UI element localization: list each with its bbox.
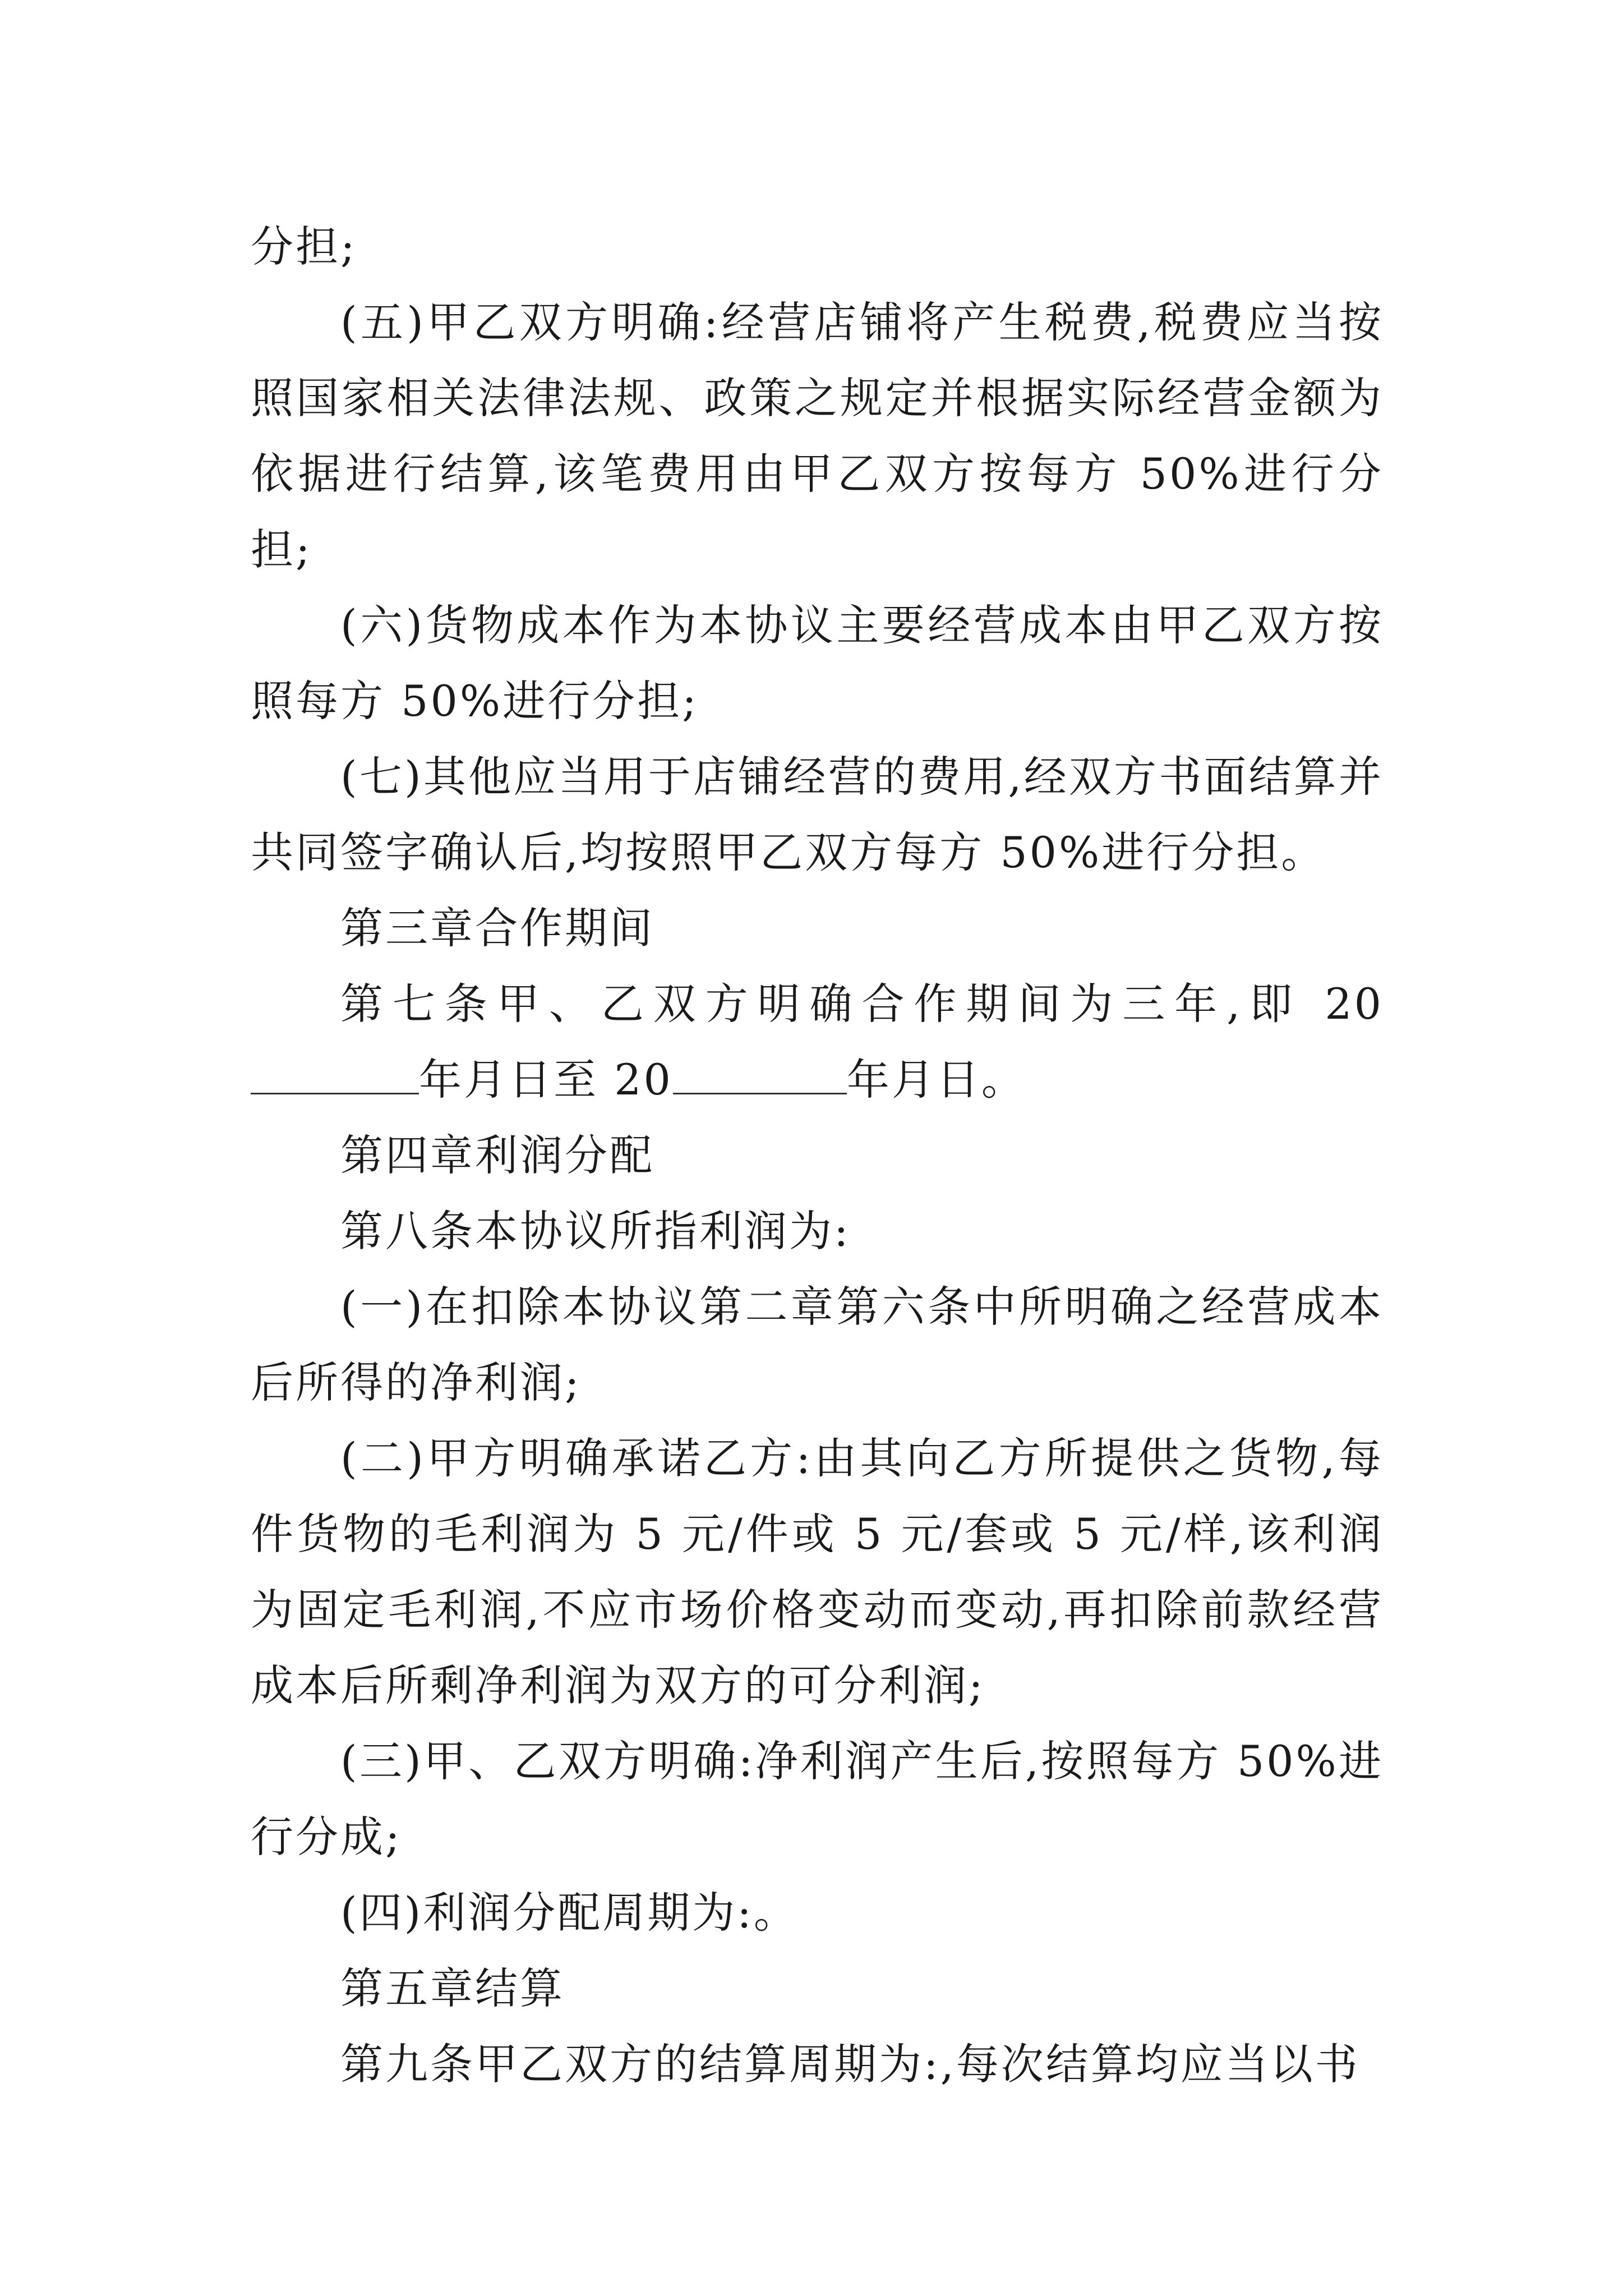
year-blank-end [673, 1059, 847, 1094]
chapter-5-heading: 第五章结算 [340, 1963, 565, 2013]
article-7-text-start: 第七条甲、乙双方明确合作期间为三年,即 20 [340, 979, 1384, 1029]
document-body [251, 209, 1384, 2102]
paragraph-item-7-other-costs: (七)其他应当用于店铺经营的费用,经双方书面结算并共同签字确认后,均按照甲乙双方每方 50%进行分担。 [251, 752, 1384, 877]
paragraph-item-5-taxes: (五)甲乙双方明确:经营店铺将产生税费,税费应当按照国家相关法律法规、政策之规定并根据实际经营金额为依据进行结算,该笔费用由甲乙双方按每方 50%进行分担; [251, 297, 1384, 574]
paragraph-article-8: 第八条本协议所指利润为: [340, 1206, 851, 1256]
paragraph-article-7-period [251, 966, 1384, 1117]
year-blank-start [251, 1059, 419, 1094]
paragraph-article-9: 第九条甲乙双方的结算周期为:,每次结算均应当以书 [340, 2039, 1360, 2089]
chapter-3-heading: 第三章合作期间 [340, 903, 654, 953]
paragraph-item-1-net-profit: (一)在扣除本协议第二章第六条中所明确之经营成本后所得的净利润; [251, 1282, 1384, 1407]
paragraph-item-2-gross-profit: (二)甲方明确承诺乙方:由其向乙方所提供之货物,每件货物的毛利润为 5 元/件或 5 元/套或 5 元/样,该利润为固定毛利润,不应市场价格变动而变动,再扣除前款经营成本后所剩净利润为双方的可分利润; [251, 1433, 1384, 1710]
article-7-text-end: 年月日。 [846, 1055, 1026, 1105]
paragraph-item-6-goods-cost: (六)货物成本作为本协议主要经营成本由甲乙双方按照每方 50%进行分担; [251, 600, 1384, 726]
paragraph-cost-share-end: 分担; [251, 222, 357, 272]
chapter-4-heading: 第四章利润分配 [340, 1130, 654, 1180]
paragraph-item-4-cycle: (四)利润分配周期为:。 [340, 1888, 799, 1938]
paragraph-item-3-split: (三)甲、乙双方明确:净利润产生后,按照每方 50%进行分成; [251, 1736, 1384, 1862]
article-7-text-middle: 年月日至 20 [419, 1055, 673, 1105]
